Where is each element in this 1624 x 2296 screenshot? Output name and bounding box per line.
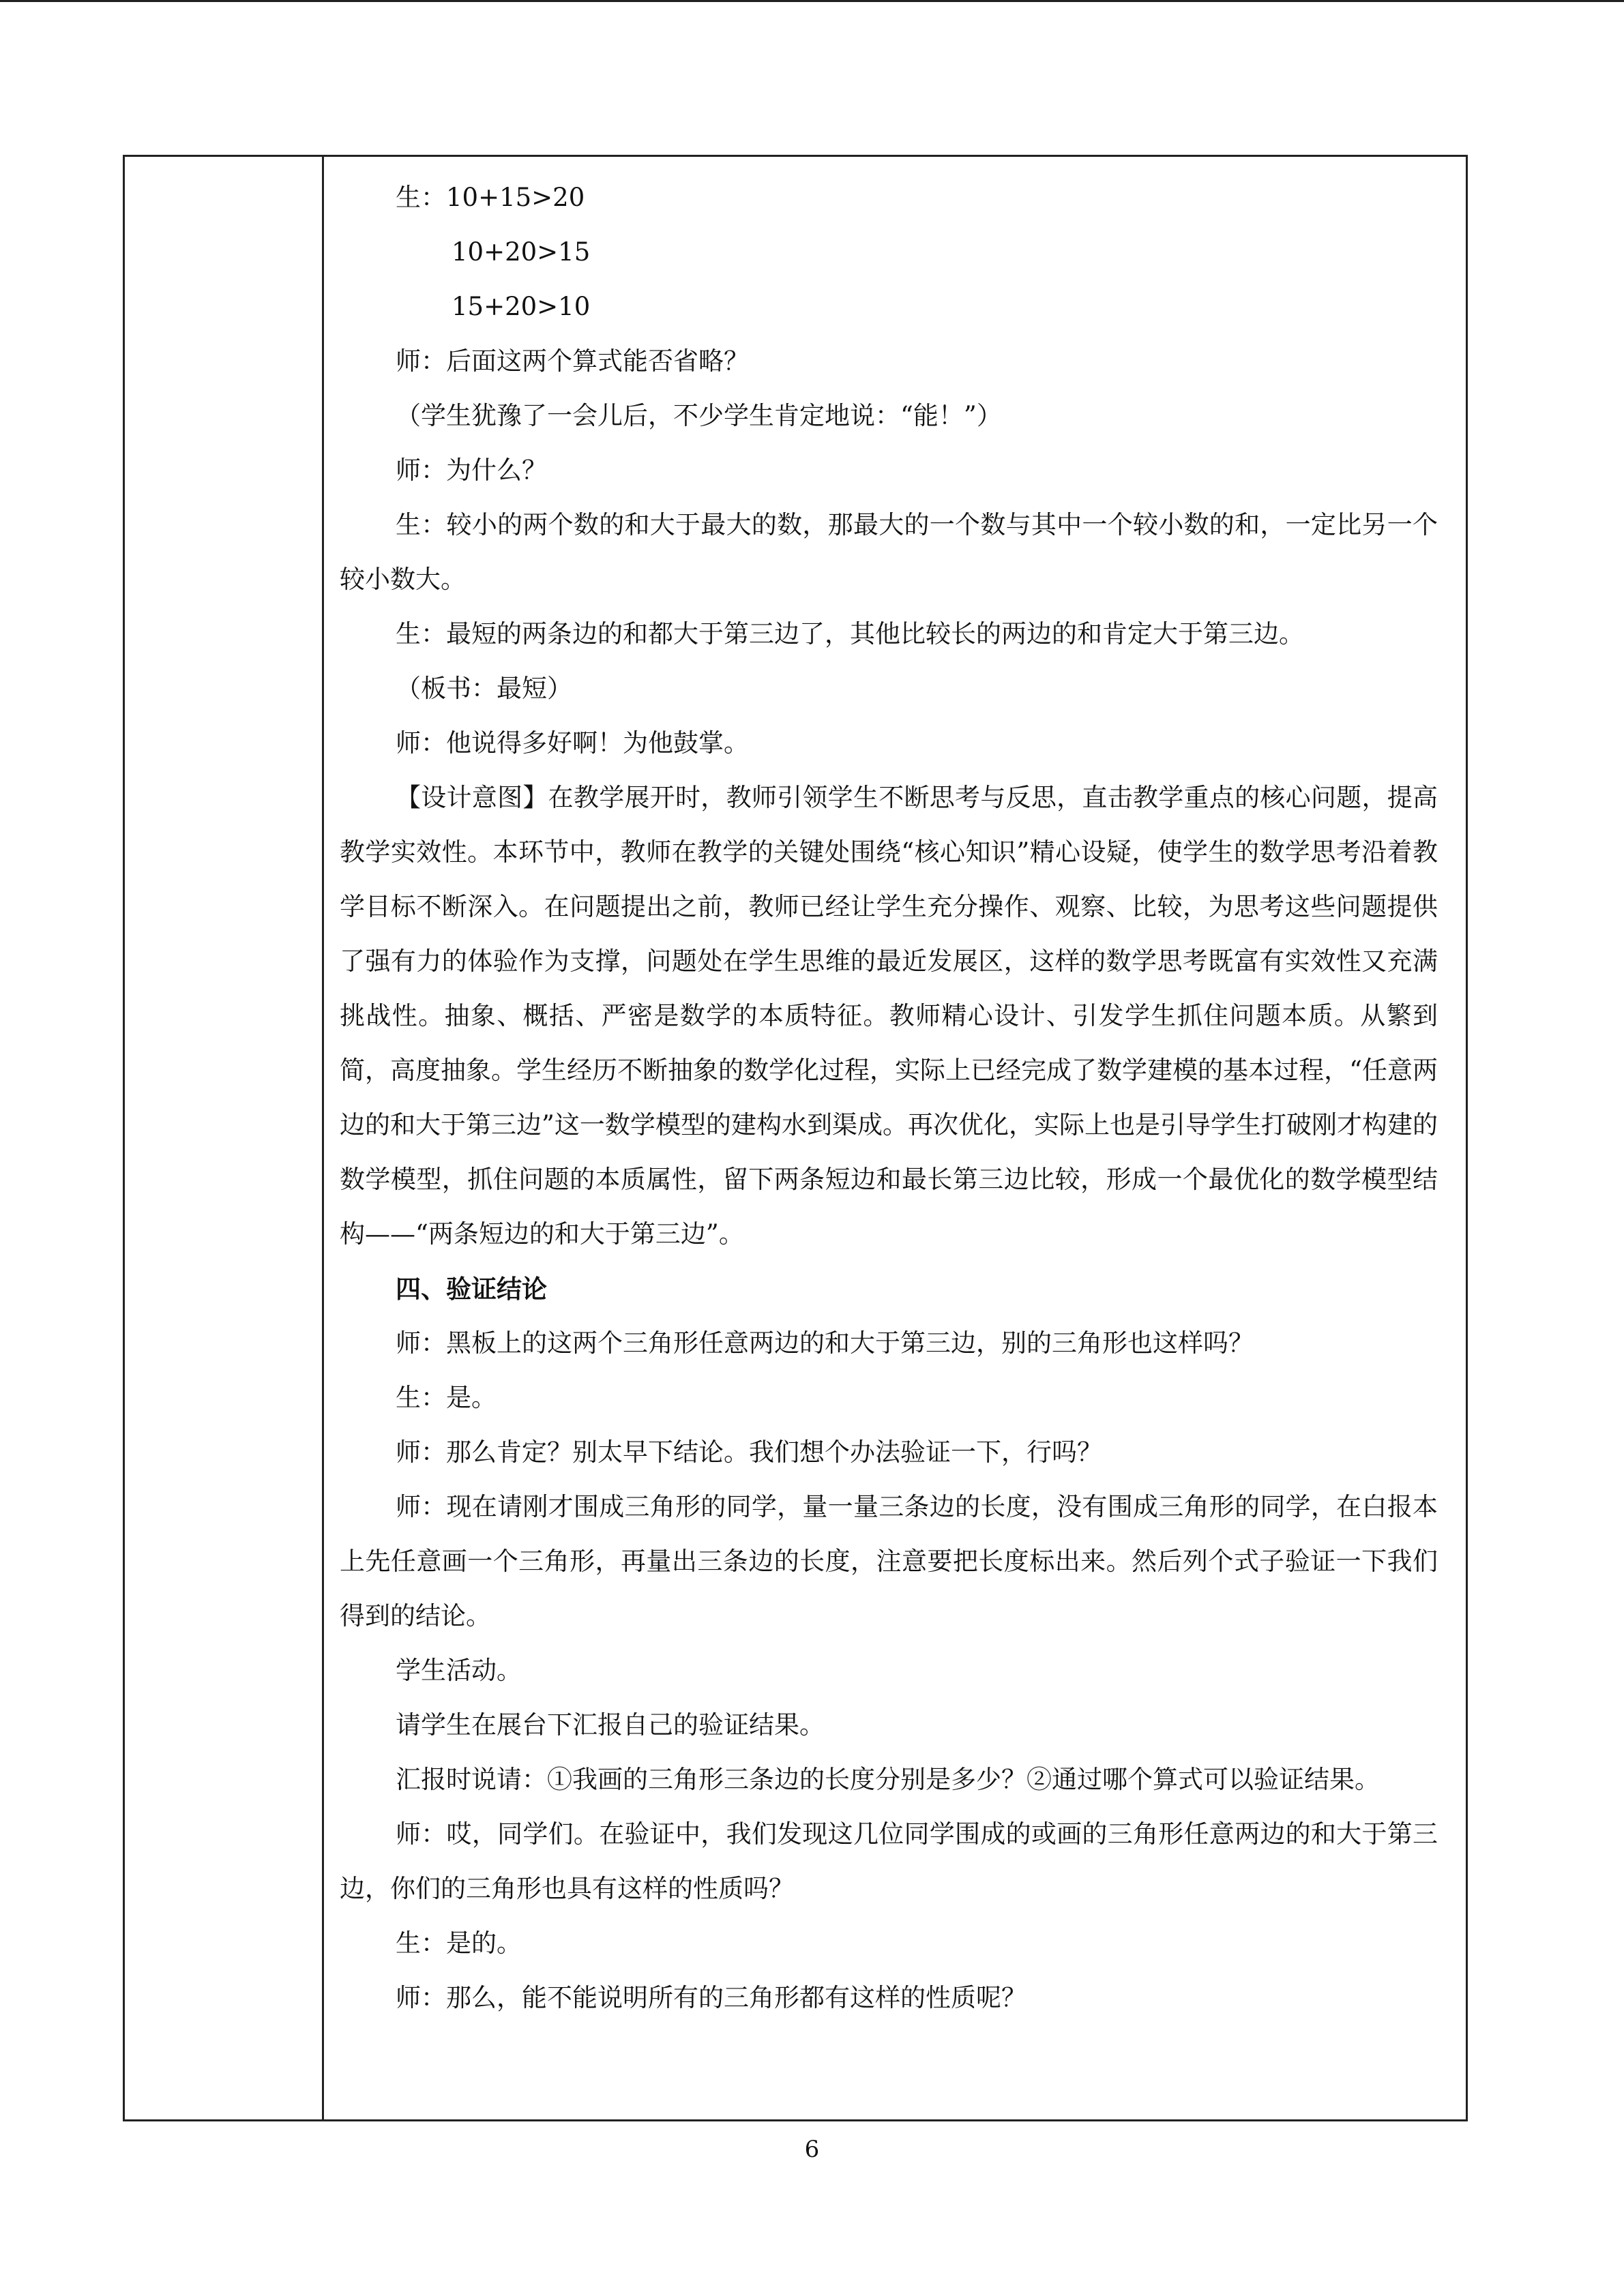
lesson-table [123,155,1468,2121]
paragraph: 师：那么，能不能说明所有的三角形都有这样的性质呢？ [396,1983,1027,2012]
paragraph: 师：那么肯定？别太早下结论。我们想个办法验证一下，行吗？ [396,1437,1102,1467]
paragraph: 【设计意图】在教学展开时，教师引领学生不断思考与反思，直击教学重点的核心问题，提高教学实效性。本环节中，教师在教学的关键处围绕“核心知识”精心设疑，使学生的数学思考沿着教学目标不断深入。在问题提出之前，教师已经让学生充分操作、观察、比较，为思考这些问题提供了强有力的体验作为支撑，问题处在学生思维的最近发展区，这样的数学思考既富有实效性又充满挑战性。抽象、概括、严密是数学的本质特征。教师精心设计、引发学生抓住问题本质。从繁到简，高度抽象。学生经历不断抽象的数学化过程，实际上已经完成了数学建模的基本过程，“任意两边的和大于第三边”这一数学模型的建构水到渠成。再次优化，实际上也是引导学生打破刚才构建的数学模型，抓住问题的本质属性，留下两条短边和最长第三边比较，形成一个最优化的数学模型结构——“两条短边的和大于第三边”。 [340,783,1438,1249]
paragraph: 师：他说得多好啊！为他鼓掌。 [396,728,749,758]
column-divider [322,157,324,2119]
paragraph: 师：现在请刚才围成三角形的同学，量一量三条边的长度，没有围成三角形的同学，在白报本上先任意画一个三角形，再量出三条边的长度，注意要把长度标出来。然后列个式子验证一下我们得到的结论。 [340,1492,1438,1630]
section-heading: 四、验证结论 [396,1274,547,1304]
paragraph: 师：黑板上的这两个三角形任意两边的和大于第三边，别的三角形也这样吗？ [396,1328,1254,1358]
paragraph: （学生犹豫了一会儿后，不少学生肯定地说：“能！”） [396,401,1002,430]
paragraph: 汇报时说请：①我画的三角形三条边的长度分别是多少？②通过哪个算式可以验证结果。 [396,1765,1380,1794]
paragraph: 请学生在展台下汇报自己的验证结果。 [396,1710,825,1740]
page-number: 6 [804,2136,820,2163]
paragraph: 师：为什么？ [396,456,547,485]
paragraph: 学生活动。 [396,1656,522,1685]
paragraph: 师：后面这两个算式能否省略？ [396,346,749,376]
paragraph: 15+20>10 [452,292,591,321]
lesson-content-cell [340,170,1438,2025]
paragraph: （板书：最短） [396,674,572,703]
paragraph: 生：10+15>20 [396,183,585,212]
paragraph: 生：较小的两个数的和大于最大的数，那最大的一个数与其中一个较小数的和，一定比另一个较小数大。 [340,510,1438,594]
paragraph: 生：是的。 [396,1928,522,1958]
paragraph: 生：是。 [396,1383,497,1412]
paragraph: 10+20>15 [452,237,591,267]
top-border-line [0,0,1624,2]
paragraph: 生：最短的两条边的和都大于第三边了，其他比较长的两边的和肯定大于第三边。 [396,619,1304,648]
paragraph: 师：哎，同学们。在验证中，我们发现这几位同学围成的或画的三角形任意两边的和大于第三边，你们的三角形也具有这样的性质吗？ [340,1819,1438,1903]
